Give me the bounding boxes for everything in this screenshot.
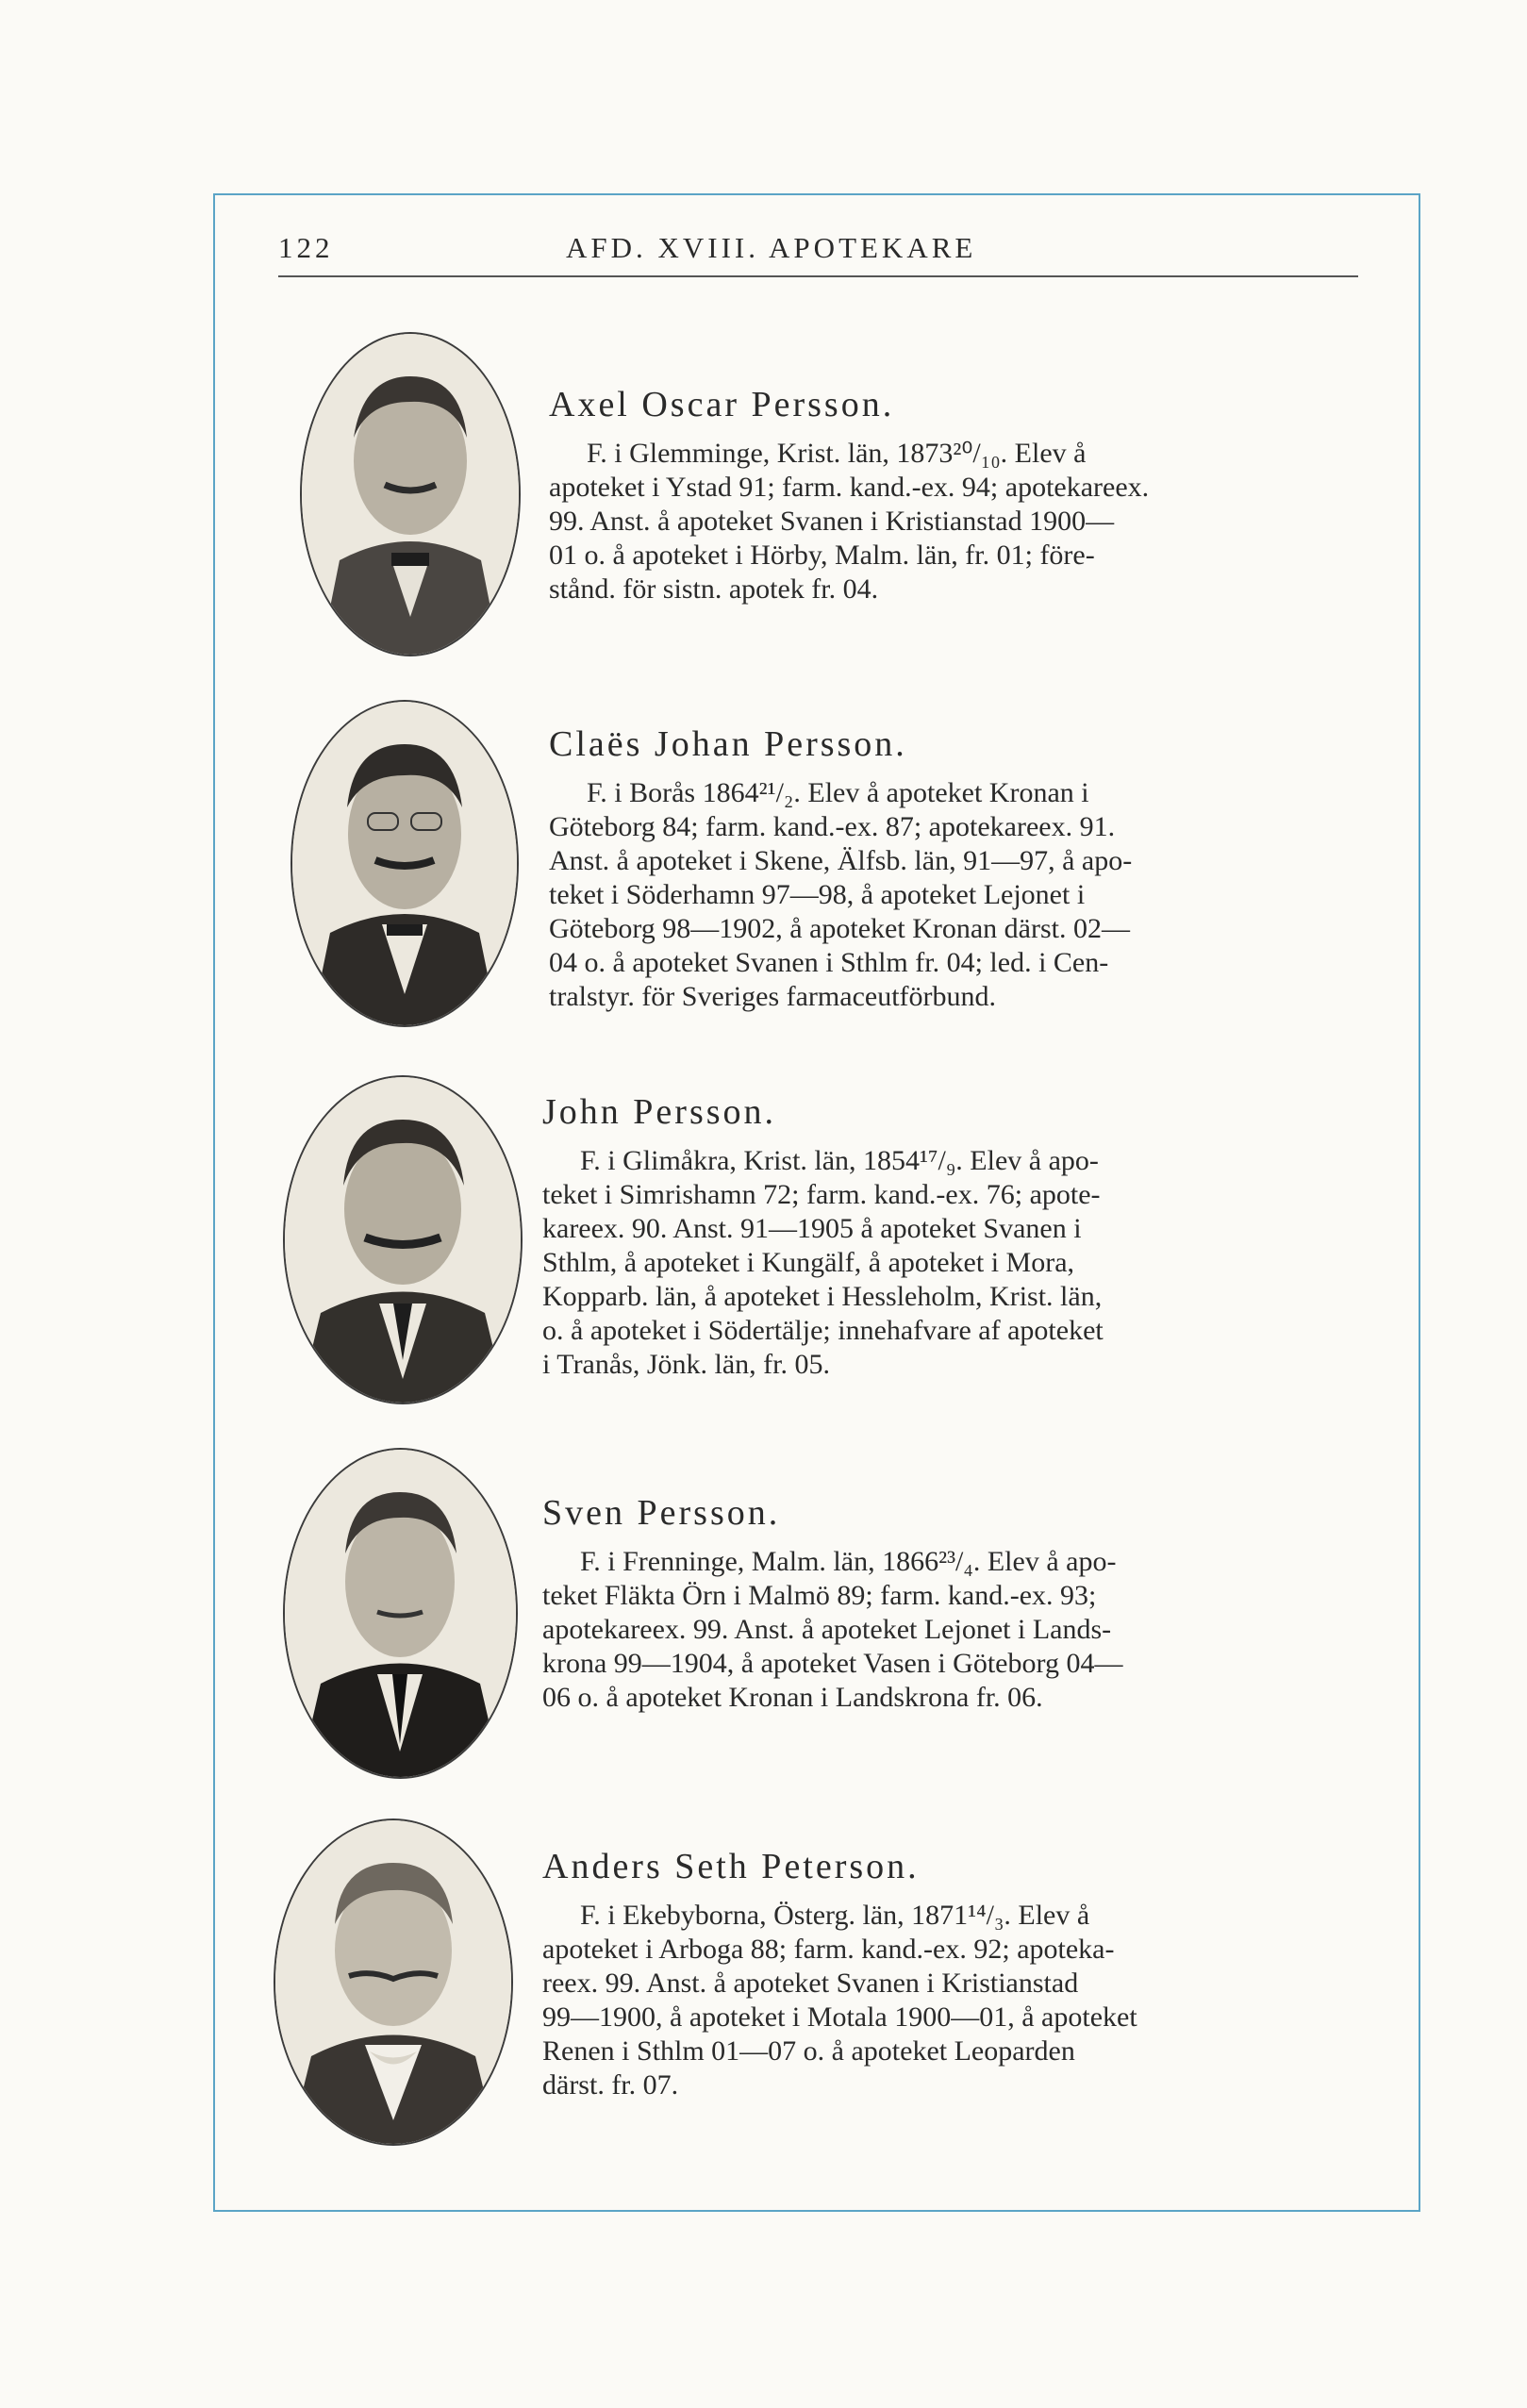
biography-text bbox=[542, 1545, 1349, 1715]
biography-line: Sthlm, å apoteket i Kungälf, å apoteket i Mora, bbox=[542, 1247, 1075, 1278]
biography-line: F. i Borås 1864²¹/₂. Elev å apoteket Kronan i bbox=[587, 777, 1089, 808]
biography-line: apoteket i Arboga 88; farm. kand.-ex. 92; apoteka- bbox=[542, 1934, 1115, 1965]
biography-line: 99—1900, å apoteket i Motala 1900—01, å apoteket bbox=[542, 2001, 1137, 2033]
biography-line: Göteborg 84; farm. kand.-ex. 87; apotekareex. 91. bbox=[549, 811, 1116, 842]
biography-line: F. i Frenninge, Malm. län, 1866²³/₄. Elev å apo- bbox=[580, 1546, 1117, 1577]
biography-line: 06 o. å apoteket Kronan i Landskrona fr. 06. bbox=[542, 1682, 1043, 1713]
biography-text bbox=[542, 1144, 1349, 1382]
biography-line: Kopparb. län, å apoteket i Hessleholm, Krist. län, bbox=[542, 1281, 1103, 1312]
biography-text bbox=[549, 776, 1355, 1014]
biography-line: krona 99—1904, å apoteket Vasen i Göteborg 04— bbox=[542, 1648, 1123, 1679]
header-rule bbox=[278, 275, 1358, 277]
person-name: Axel Oscar Persson. bbox=[549, 385, 895, 424]
biography-text bbox=[542, 1899, 1349, 2102]
biography-line: F. i Ekebyborna, Österg. län, 1871¹⁴/₃. Elev å bbox=[580, 1900, 1090, 1931]
biography-line: reex. 99. Anst. å apoteket Svanen i Kristianstad bbox=[542, 1968, 1079, 1999]
person-name: Anders Seth Peterson. bbox=[542, 1847, 920, 1886]
biography-line: Göteborg 98—1902, å apoteket Kronan därst. 02— bbox=[549, 913, 1130, 944]
biography-line: kareex. 90. Anst. 91—1905 å apoteket Svanen i bbox=[542, 1213, 1082, 1244]
portrait-photo bbox=[283, 1448, 518, 1779]
biography-line: i Tranås, Jönk. län, fr. 05. bbox=[542, 1349, 831, 1380]
person-name: Claës Johan Persson. bbox=[549, 724, 907, 764]
person-name: Sven Persson. bbox=[542, 1493, 781, 1533]
running-head: AFD. XVIII. APOTEKARE bbox=[566, 231, 977, 264]
portrait-photo bbox=[300, 332, 521, 656]
biography-line: F. i Glemminge, Krist. län, 1873²⁰/₁₀. Elev å bbox=[587, 438, 1087, 469]
biography-line: stånd. för sistn. apotek fr. 04. bbox=[549, 573, 879, 605]
biography-line: 99. Anst. å apoteket Svanen i Kristianstad 1900— bbox=[549, 506, 1115, 537]
biography-line: teket Fläkta Örn i Malmö 89; farm. kand.-ex. 93; bbox=[542, 1580, 1097, 1611]
biography-line: 01 o. å apoteket i Hörby, Malm. län, fr. 01; före- bbox=[549, 540, 1095, 571]
biography-line: Renen i Sthlm 01—07 o. å apoteket Leoparden bbox=[542, 2035, 1075, 2067]
page-number: 122 bbox=[278, 231, 334, 264]
biography-line: teket i Söderhamn 97—98, å apoteket Lejonet i bbox=[549, 879, 1086, 910]
person-name: John Persson. bbox=[542, 1092, 777, 1132]
biography-line: teket i Simrishamn 72; farm. kand.-ex. 76; apote- bbox=[542, 1179, 1101, 1210]
biography-line: därst. fr. 07. bbox=[542, 2069, 679, 2101]
biography-line: apotekareex. 99. Anst. å apoteket Lejonet i Lands- bbox=[542, 1614, 1112, 1645]
portrait-photo bbox=[290, 700, 519, 1027]
biography-line: o. å apoteket i Södertälje; innehafvare af apoteket bbox=[542, 1315, 1104, 1346]
page-header bbox=[278, 231, 1353, 278]
portrait-photo bbox=[283, 1075, 523, 1404]
biography-line: Anst. å apoteket i Skene, Älfsb. län, 91—97, å apo- bbox=[549, 845, 1133, 876]
biography-line: tralstyr. för Sveriges farmaceutförbund. bbox=[549, 981, 997, 1012]
biography-line: 04 o. å apoteket Svanen i Sthlm fr. 04; led. i Cen- bbox=[549, 947, 1109, 978]
portrait-photo bbox=[274, 1818, 513, 2146]
biography-text bbox=[549, 437, 1355, 606]
biography-line: F. i Glimåkra, Krist. län, 1854¹⁷/₉. Elev å apo- bbox=[580, 1145, 1099, 1176]
biography-line: apoteket i Ystad 91; farm. kand.-ex. 94; apotekareex. bbox=[549, 472, 1150, 503]
